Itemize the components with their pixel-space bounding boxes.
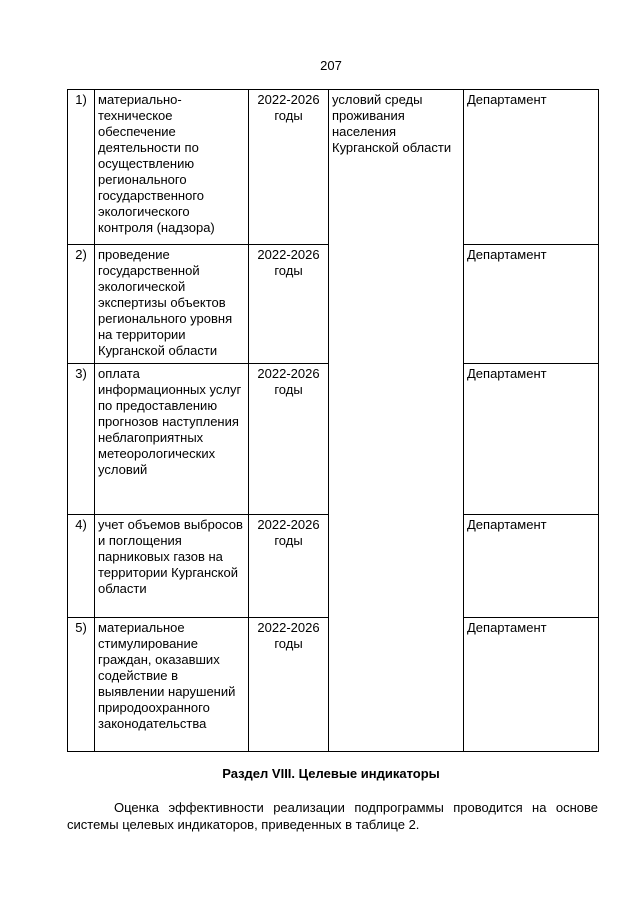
table-row — [68, 90, 599, 245]
measure-period: 2022-2026 годы — [249, 90, 329, 245]
measure-name: оплата информационных услуг по предоставлению прогнозов наступления неблагоприятных метеорологических условий — [95, 364, 249, 515]
measure-executor: Департамент — [464, 515, 599, 618]
row-number: 5) — [68, 618, 95, 752]
measures-table — [67, 89, 599, 752]
row-number: 1) — [68, 90, 95, 245]
page-number: 207 — [320, 58, 342, 73]
row-number: 4) — [68, 515, 95, 618]
row-number: 3) — [68, 364, 95, 515]
row-number: 2) — [68, 245, 95, 364]
measure-name: материально-техническое обеспечение деятельности по осуществлению регионального государственного экологического контроля (надзора) — [95, 90, 249, 245]
section-heading: Раздел VIII. Целевые индикаторы — [222, 766, 440, 781]
measure-executor: Департамент — [464, 245, 599, 364]
measure-executor: Департамент — [464, 618, 599, 752]
shared-goal-cell: условий среды проживания населения Курганской области — [329, 90, 464, 752]
measure-executor: Департамент — [464, 364, 599, 515]
measure-period: 2022-2026 годы — [249, 515, 329, 618]
measure-name: материальное стимулирование граждан, оказавших содействие в выявлении нарушений природоохранного законодательства — [95, 618, 249, 752]
body-paragraph: Оценка эффективности реализации подпрограммы проводится на основе системы целевых индикаторов, приведенных в таблице 2. — [67, 800, 598, 832]
measure-name: проведение государственной экологической экспертизы объектов регионального уровня на территории Курганской области — [95, 245, 249, 364]
measure-period: 2022-2026 годы — [249, 245, 329, 364]
measure-name: учет объемов выбросов и поглощения парниковых газов на территории Курганской области — [95, 515, 249, 618]
measure-executor: Департамент — [464, 90, 599, 245]
measure-period: 2022-2026 годы — [249, 364, 329, 515]
measure-period: 2022-2026 годы — [249, 618, 329, 752]
